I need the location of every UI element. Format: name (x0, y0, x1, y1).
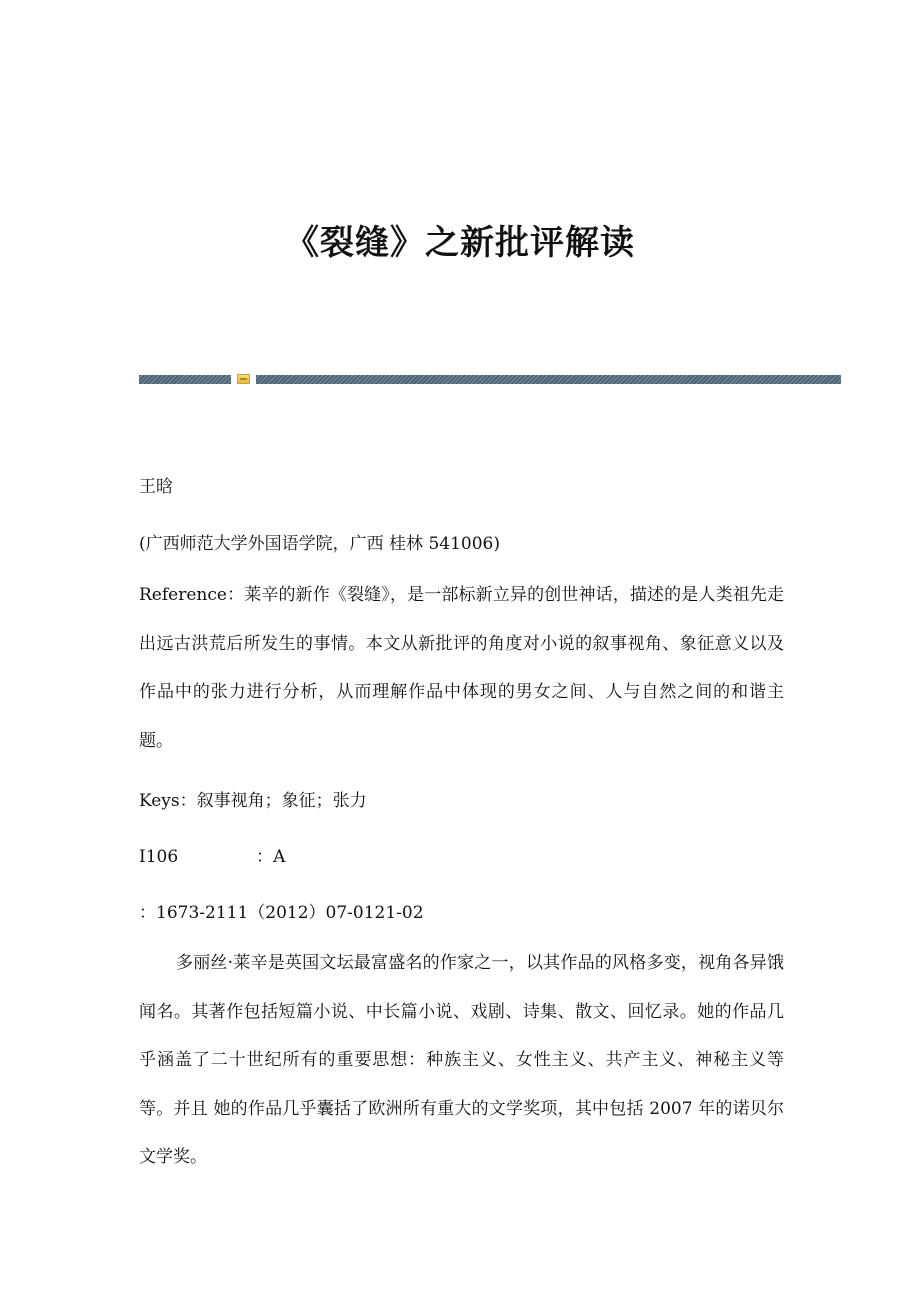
divider-bar-right (256, 375, 841, 384)
title-divider (139, 375, 841, 384)
keywords (139, 786, 367, 811)
divider-bar-left (139, 375, 231, 384)
envelope-icon (237, 374, 250, 384)
author-affiliation: (广西师范大学外国语学院，广西 桂林 541006) (139, 534, 500, 554)
abstract-text: 莱辛的新作《裂缝》，是一部标新立异的创世神话，描述的是人类祖先走出远古洪荒后所发生的事情。本文从新批评的角度对小说的叙事视角、象征意义以及作品中的张力进行分析，从而理解作品中体现的男女之间、人与自然之间的和谐主题。 (139, 585, 785, 751)
abstract-label: Reference： (139, 585, 245, 605)
author-name: 王晗 (139, 477, 173, 497)
body-paragraph: 多丽丝·莱辛是英国文坛最富盛名的作家之一，以其作品的风格多变，视角各异饿闻名。其著作包括短篇小说、中长篇小说、戏剧、诗集、散文、回忆录。她的作品几乎涵盖了二十世纪所有的重要思想：种族主义、女性主义、共产主义、神秘主义等等。并且 她的作品几乎囊括了欧洲所有重大的文学奖项，其中包括 2007 年的诺贝尔文学奖。 (139, 953, 784, 1167)
document-code: ：A (256, 847, 286, 867)
classification-code: I106 (139, 847, 179, 867)
classification-line (139, 842, 285, 867)
keywords-text: 叙事视角；象征；张力 (196, 791, 367, 811)
abstract (139, 571, 784, 765)
article-title: 《裂缝》之新批评解读 (285, 223, 635, 263)
article-number: ：1673-2111（2012）07-0121-02 (139, 903, 424, 923)
keywords-label: Keys： (139, 791, 197, 811)
